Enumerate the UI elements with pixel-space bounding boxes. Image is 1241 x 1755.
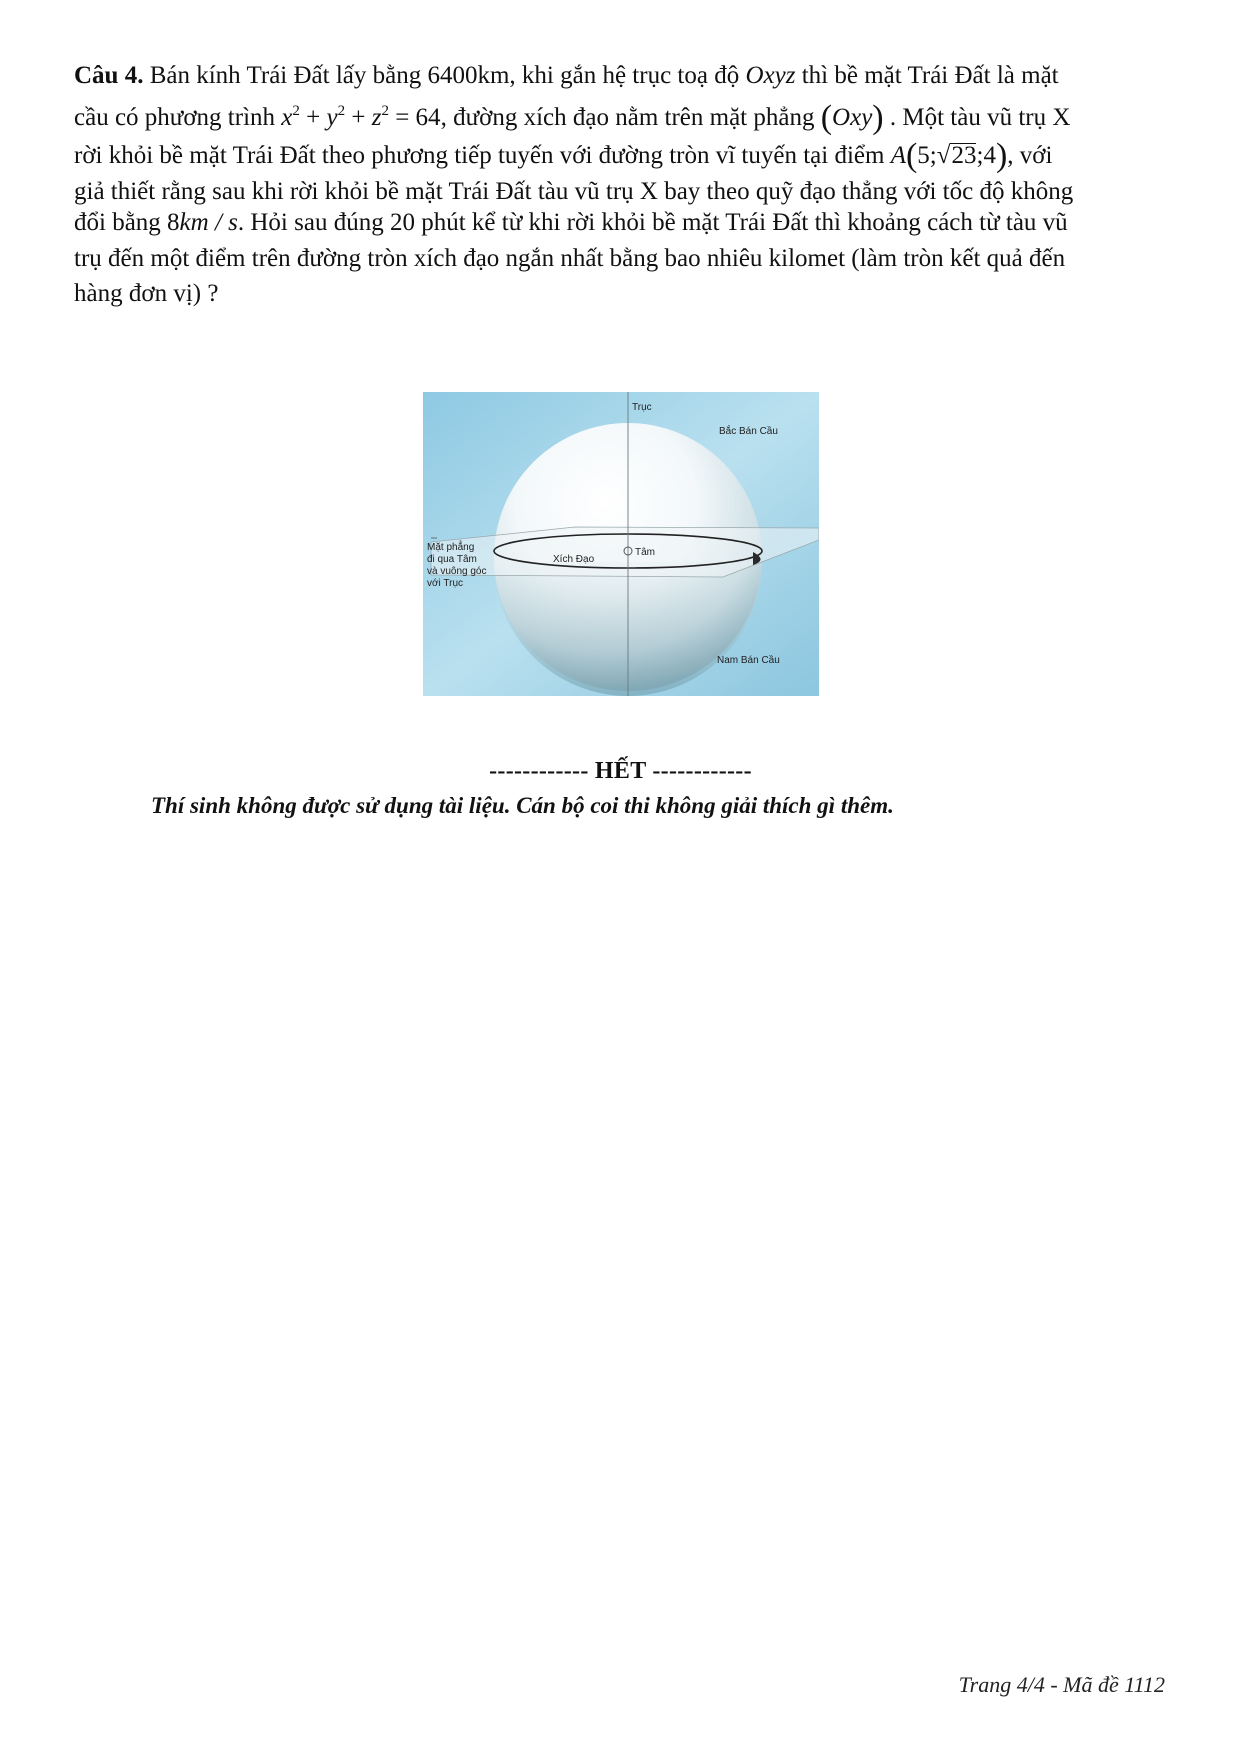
point-y-radicand: 23 xyxy=(951,142,977,169)
eq-plus: + xyxy=(299,103,327,131)
axis-label: Trục xyxy=(632,402,652,413)
question-text: cầu có phương trình xyxy=(74,103,282,131)
question-text: , với xyxy=(1007,142,1053,169)
plane-label-line-2: đi qua Tâm xyxy=(427,554,477,565)
point-sep: ; xyxy=(976,142,984,169)
question-line-7: hàng đơn vị) ? xyxy=(74,280,219,307)
earth-figure xyxy=(423,392,819,696)
eq-z: z xyxy=(371,103,382,131)
eq-x: x xyxy=(281,103,293,131)
speed-value: 8 xyxy=(167,209,180,236)
plane-label-line-3: và vuông góc xyxy=(427,566,487,577)
plane-label-line-4: với Trục xyxy=(427,578,464,589)
question-text: đổi bằng xyxy=(74,209,168,236)
point-x: 5 xyxy=(917,142,930,169)
paren-open: ( xyxy=(905,137,918,174)
question-text: rời khỏi bề mặt Trái Đất theo phương tiếp tuyến với đường tròn vĩ tuyến tại điểm xyxy=(74,142,891,169)
south-label: Nam Bán Cầu xyxy=(717,655,780,666)
plane-label-line-1: Mặt phẳng xyxy=(427,542,475,553)
eq-rhs: = 64 xyxy=(388,103,441,131)
end-text: ------------ HẾT ------------ xyxy=(489,758,752,784)
question-text: , đường xích đạo nằm trên mặt phẳng xyxy=(440,103,821,131)
question-text: . Hỏi sau đúng 20 phút kể từ khi rời khỏi bề mặt Trái Đất thì khoảng cách từ tàu vũ xyxy=(237,209,1068,236)
point-sep: ; xyxy=(929,142,937,169)
exam-note: Thí sinh không được sử dụng tài liệu. Cán bộ coi thi không giải thích gì thêm. xyxy=(151,793,894,818)
point-z: 4 xyxy=(983,142,996,169)
paren-open: ( xyxy=(820,98,833,136)
north-label: Bắc Bán Cầu xyxy=(719,426,778,437)
end-marker xyxy=(0,758,1241,785)
eq-exp: 2 xyxy=(337,102,346,119)
sphere-equation xyxy=(281,104,440,131)
question-label: Câu 4. xyxy=(74,62,144,89)
earth-diagram xyxy=(423,392,819,696)
eq-exp: 2 xyxy=(381,102,389,119)
speed-unit: km / s xyxy=(179,209,238,236)
question-text: thì bề mặt Trái Đất là mặt xyxy=(795,62,1059,89)
page-footer: Trang 4/4 - Mã đề 1112 xyxy=(958,1672,1165,1697)
question-line-2 xyxy=(74,94,1174,136)
eq-y: y xyxy=(326,103,338,131)
question-line-4: giả thiết rằng sau khi rời khỏi bề mặt Trái Đất tàu vũ trụ X bay theo quỹ đạo thẳng với tốc độ không xyxy=(74,177,1074,205)
question-line-1 xyxy=(74,58,1174,94)
plane-name: Oxy xyxy=(832,103,873,131)
equator-label: Xích Đạo xyxy=(553,554,595,565)
question-line-3 xyxy=(74,138,1174,174)
eq-plus: + xyxy=(345,103,372,131)
question-text: . Một tàu vũ trụ X xyxy=(883,103,1071,131)
center-label: Tâm xyxy=(635,547,655,558)
point-a xyxy=(890,137,1008,174)
question-text: Bán kính Trái Đất lấy bằng 6400km, khi gắn hệ trục toạ độ xyxy=(143,62,746,89)
question-line-5 xyxy=(74,205,1174,241)
eq-exp: 2 xyxy=(292,102,300,119)
question-block xyxy=(74,58,1174,312)
question-line-6: trụ đến một điểm trên đường tròn xích đạo ngắn nhất bằng bao nhiêu kilomet (làm tròn kết quả đến xyxy=(74,244,1066,272)
paren-close: ) xyxy=(995,137,1008,174)
paren-close: ) xyxy=(872,98,884,136)
sqrt-sign: √ xyxy=(936,142,951,169)
coord-system: Oxyz xyxy=(745,62,796,89)
point-name: A xyxy=(890,142,906,169)
